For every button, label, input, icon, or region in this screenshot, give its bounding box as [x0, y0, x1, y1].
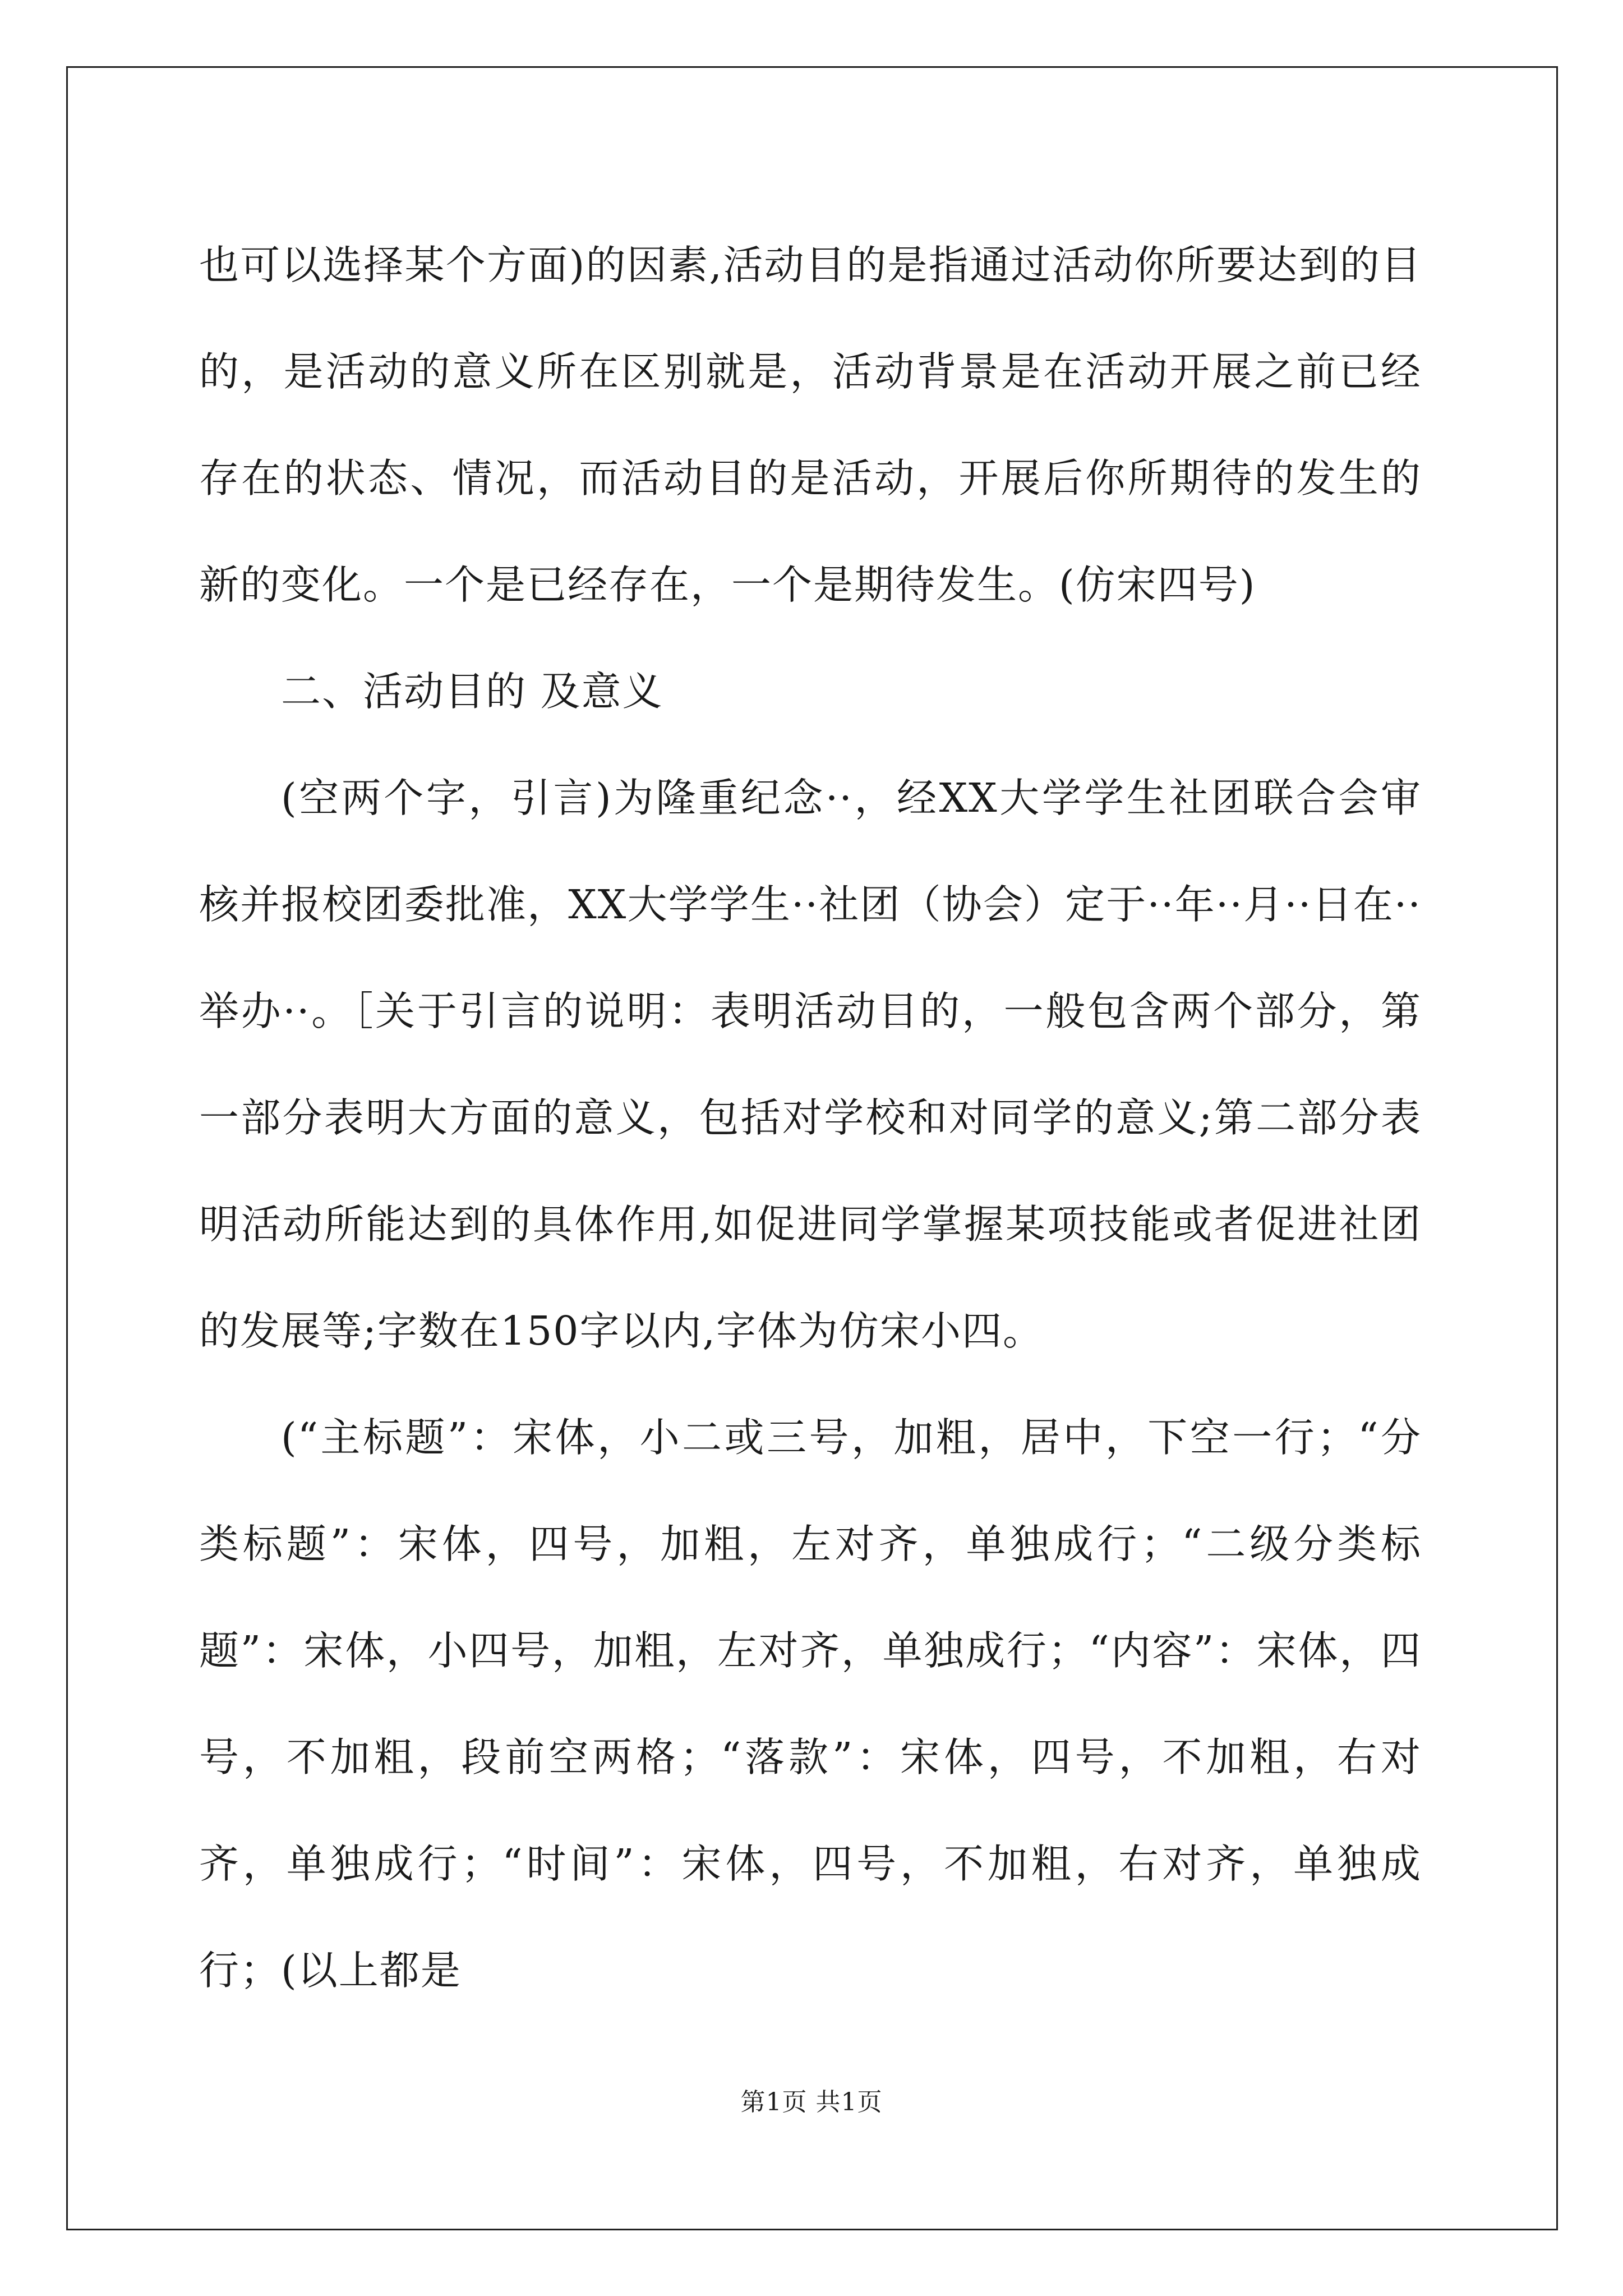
section-heading-purpose: 二、活动目的 及意义 — [281, 668, 663, 715]
page-number-footer: 第1页 共1页 — [740, 2088, 883, 2116]
paragraph-background-continued: 也可以选择某个方面)的因素,活动目的是指通过活动你所要达到的目的，是活动的意义所在区别就是，活动背景是在活动开展之前已经存在的状态、情况，而活动目的是活动，开展后你所期待的发生的新的变化。一个是已经存在，一个是期待发生。(仿宋四号) — [199, 242, 1422, 608]
paragraph-format-rules: (“主标题”：宋体，小二或三号，加粗，居中，下空一行；“分类标题”：宋体，四号，加粗，左对齐，单独成行；“二级分类标题”：宋体，小四号，加粗，左对齐，单独成行；“内容”：宋体，四号，不加粗，段前空两格；“落款”：宋体，四号，不加粗，右对齐，单独成行；“时间”：宋体，四号，不加粗，右对齐，单独成行；(以上都是 — [199, 1414, 1422, 1994]
paragraph-introduction: (空两个字，引言)为隆重纪念··，经XX大学学生社团联合会审核并报校团委批准，XX大学学生··社团（协会）定于··年··月··日在··举办··。［关于引言的说明：表明活动目的，一般包含两个部分，第一部分表明大方面的意义，包括对学校和对同学的意义;第二部分表明活动所能达到的具体作用,如促进同学掌握某项技能或者促进社团的发展等;字数在150字以内,字体为仿宋小四。 — [199, 775, 1422, 1354]
document-body — [199, 212, 1422, 2024]
